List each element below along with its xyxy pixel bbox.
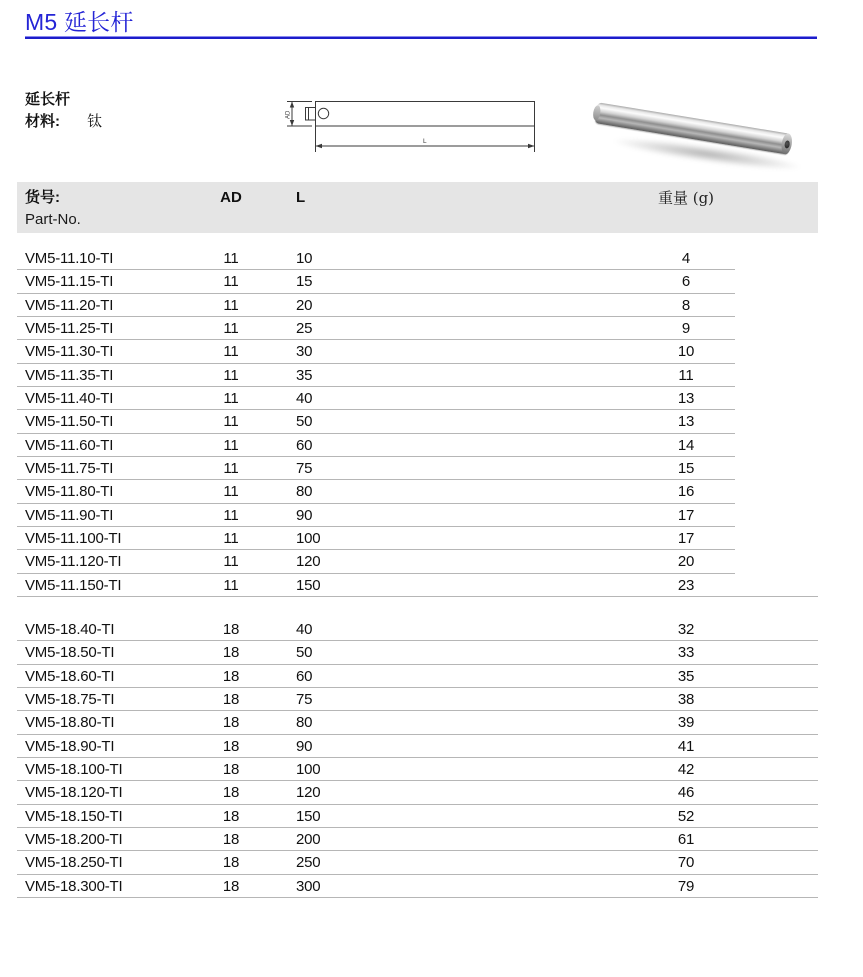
header-part-no-en: Part-No. (25, 211, 81, 228)
l-cell: 100 (296, 760, 321, 778)
ad-cell: 11 (223, 506, 239, 524)
ad-cell: 11 (223, 389, 239, 407)
l-cell: 150 (296, 576, 321, 594)
table-header (17, 182, 818, 233)
l-cell: 75 (296, 690, 313, 708)
weight-cell: 11 (678, 366, 694, 384)
part-no-cell: VM5-11.150-TI (25, 576, 122, 594)
weight-cell: 33 (677, 644, 695, 662)
part-no-cell: VM5-18.100-TI (25, 760, 123, 778)
part-no-cell: VM5-11.60-TI (25, 436, 114, 454)
ad-cell: 18 (222, 714, 240, 732)
photo-rod-left-tip (592, 105, 601, 121)
weight-cell: 13 (677, 413, 695, 431)
weight-cell: 46 (677, 784, 695, 802)
product-photo (585, 86, 820, 178)
table-row (17, 270, 818, 293)
part-no-cell: VM5-18.200-TI (25, 830, 123, 848)
header-l: L (296, 189, 306, 206)
weight-cell: 17 (677, 506, 695, 524)
header-weight: 重量 (g) (657, 189, 715, 207)
table-row (17, 364, 818, 387)
weight-cell: 23 (677, 576, 695, 594)
part-no-cell: VM5-11.35-TI (25, 366, 114, 384)
l-cell: 40 (296, 620, 313, 638)
weight-cell: 17 (677, 529, 695, 547)
ad-cell: 11 (223, 343, 239, 361)
part-no-cell: VM5-11.10-TI (25, 250, 114, 267)
part-no-cell: VM5-11.90-TI (25, 506, 114, 524)
part-no-cell: VM5-18.50-TI (25, 644, 115, 662)
weight-cell: 32 (677, 620, 695, 638)
weight-cell: 10 (677, 343, 695, 361)
table-row (17, 781, 818, 804)
weight-cell: 8 (681, 296, 691, 314)
table-row (17, 665, 818, 688)
l-cell: 60 (296, 436, 313, 454)
material-value: 钛 (87, 113, 103, 130)
material-label: 材料: (25, 113, 60, 130)
part-no-cell: VM5-11.120-TI (25, 553, 122, 571)
ad-cell: 18 (222, 620, 240, 638)
l-cell: 30 (296, 343, 313, 361)
ad-cell: 11 (223, 529, 239, 547)
ad-cell: 18 (222, 760, 240, 778)
header-ad: AD (220, 189, 242, 206)
ad-cell: 11 (223, 366, 239, 384)
ad-cell: 11 (223, 483, 239, 501)
ad-cell: 18 (222, 784, 240, 802)
part-no-cell: VM5-18.120-TI (25, 784, 123, 802)
table-row (17, 711, 818, 734)
ad-cell: 18 (222, 854, 240, 872)
l-cell: 120 (296, 553, 321, 571)
table-row (17, 527, 818, 550)
ad-cell: 11 (223, 576, 239, 594)
l-cell: 80 (296, 483, 313, 501)
part-no-cell: VM5-11.80-TI (25, 483, 114, 501)
part-no-cell: VM5-11.40-TI (25, 389, 114, 407)
weight-cell: 15 (677, 459, 695, 477)
weight-cell: 35 (677, 667, 695, 685)
table-row (17, 480, 818, 503)
drawing-hole (318, 108, 328, 118)
weight-cell: 39 (677, 714, 695, 732)
part-no-cell: VM5-11.25-TI (25, 319, 114, 337)
material-line (25, 110, 102, 131)
part-no-cell: VM5-11.100-TI (25, 529, 122, 547)
weight-cell: 79 (677, 877, 695, 895)
ad-cell: 11 (223, 413, 239, 431)
weight-cell: 13 (677, 389, 695, 407)
weight-cell: 9 (681, 319, 691, 337)
header-part-no-cn: 货号: (25, 189, 60, 206)
table-group-2 (17, 618, 818, 898)
ad-cell: 18 (222, 644, 240, 662)
part-no-cell: VM5-18.150-TI (25, 807, 123, 825)
table-row (17, 340, 818, 363)
weight-cell: 14 (677, 436, 695, 454)
ad-cell: 18 (222, 667, 240, 685)
l-cell: 10 (296, 250, 313, 267)
product-name: 延长杆 (25, 91, 71, 108)
table-row (17, 387, 818, 410)
l-cell: 200 (296, 830, 321, 848)
part-no-cell: VM5-18.60-TI (25, 667, 115, 685)
weight-cell: 20 (677, 553, 695, 571)
l-cell: 60 (296, 667, 313, 685)
l-cell: 100 (296, 529, 321, 547)
table-row (17, 434, 818, 457)
part-no-cell: VM5-18.250-TI (25, 854, 123, 872)
table-row (17, 618, 818, 641)
ad-cell: 11 (223, 436, 239, 454)
part-no-cell: VM5-11.75-TI (25, 459, 114, 477)
drawing-stub (306, 108, 316, 121)
part-no-cell: VM5-11.30-TI (25, 343, 114, 361)
table-row (17, 317, 818, 340)
part-no-cell: VM5-18.300-TI (25, 877, 123, 895)
table-row (17, 828, 818, 851)
l-cell: 40 (296, 389, 313, 407)
drawing-dim-l-label: L (423, 138, 427, 145)
table-row (17, 550, 818, 573)
l-cell: 35 (296, 366, 313, 384)
part-no-cell: VM5-18.90-TI (25, 737, 115, 755)
table-row (17, 688, 818, 711)
weight-cell: 42 (677, 760, 695, 778)
weight-cell: 41 (677, 737, 695, 755)
part-no-cell: VM5-11.50-TI (25, 413, 114, 431)
l-cell: 50 (296, 644, 313, 662)
table-row (17, 735, 818, 758)
table-row (17, 805, 818, 828)
weight-cell: 16 (677, 483, 695, 501)
table-row (17, 247, 818, 270)
l-cell: 80 (296, 714, 313, 732)
l-cell: 120 (296, 784, 321, 802)
ad-cell: 11 (223, 273, 239, 291)
ad-cell: 18 (222, 690, 240, 708)
ad-cell: 18 (222, 737, 240, 755)
l-cell: 25 (296, 319, 313, 337)
l-cell: 90 (296, 737, 313, 755)
weight-cell: 52 (677, 807, 695, 825)
drawing-dim-ad-label: AD (285, 110, 292, 119)
l-cell: 300 (296, 877, 321, 895)
ad-cell: 11 (223, 296, 239, 314)
part-no-cell: VM5-11.15-TI (25, 273, 114, 291)
table-row (17, 294, 818, 317)
weight-cell: 70 (677, 854, 695, 872)
l-cell: 20 (296, 296, 313, 314)
parts-table (17, 182, 818, 898)
weight-cell: 4 (681, 250, 691, 267)
l-cell: 150 (296, 807, 321, 825)
part-no-cell: VM5-18.80-TI (25, 714, 115, 732)
table-group-1 (17, 247, 818, 597)
page-title: M5 延长杆 (25, 9, 134, 35)
table-row (17, 504, 818, 527)
l-cell: 75 (296, 459, 313, 477)
ad-cell: 11 (223, 553, 239, 571)
drawing-rod-outline (316, 102, 535, 127)
ad-cell: 18 (222, 807, 240, 825)
title-underline (25, 36, 817, 39)
weight-cell: 6 (681, 273, 691, 291)
ad-cell: 18 (222, 830, 240, 848)
weight-cell: 61 (677, 830, 695, 848)
l-cell: 90 (296, 506, 313, 524)
part-no-cell: VM5-18.75-TI (25, 690, 115, 708)
ad-cell: 18 (222, 877, 240, 895)
l-cell: 50 (296, 413, 313, 431)
table-row (17, 875, 818, 898)
l-cell: 250 (296, 854, 321, 872)
ad-cell: 11 (223, 319, 239, 337)
table-row (17, 574, 818, 597)
part-no-cell: VM5-18.40-TI (25, 620, 115, 638)
table-row (17, 851, 818, 874)
table-row (17, 641, 818, 664)
ad-cell: 11 (223, 459, 239, 477)
table-row (17, 410, 818, 433)
technical-drawing (283, 88, 545, 162)
ad-cell: 11 (223, 250, 239, 267)
l-cell: 15 (296, 273, 313, 291)
part-no-cell: VM5-11.20-TI (25, 296, 114, 314)
table-row (17, 758, 818, 781)
table-row (17, 457, 818, 480)
weight-cell: 38 (677, 690, 695, 708)
